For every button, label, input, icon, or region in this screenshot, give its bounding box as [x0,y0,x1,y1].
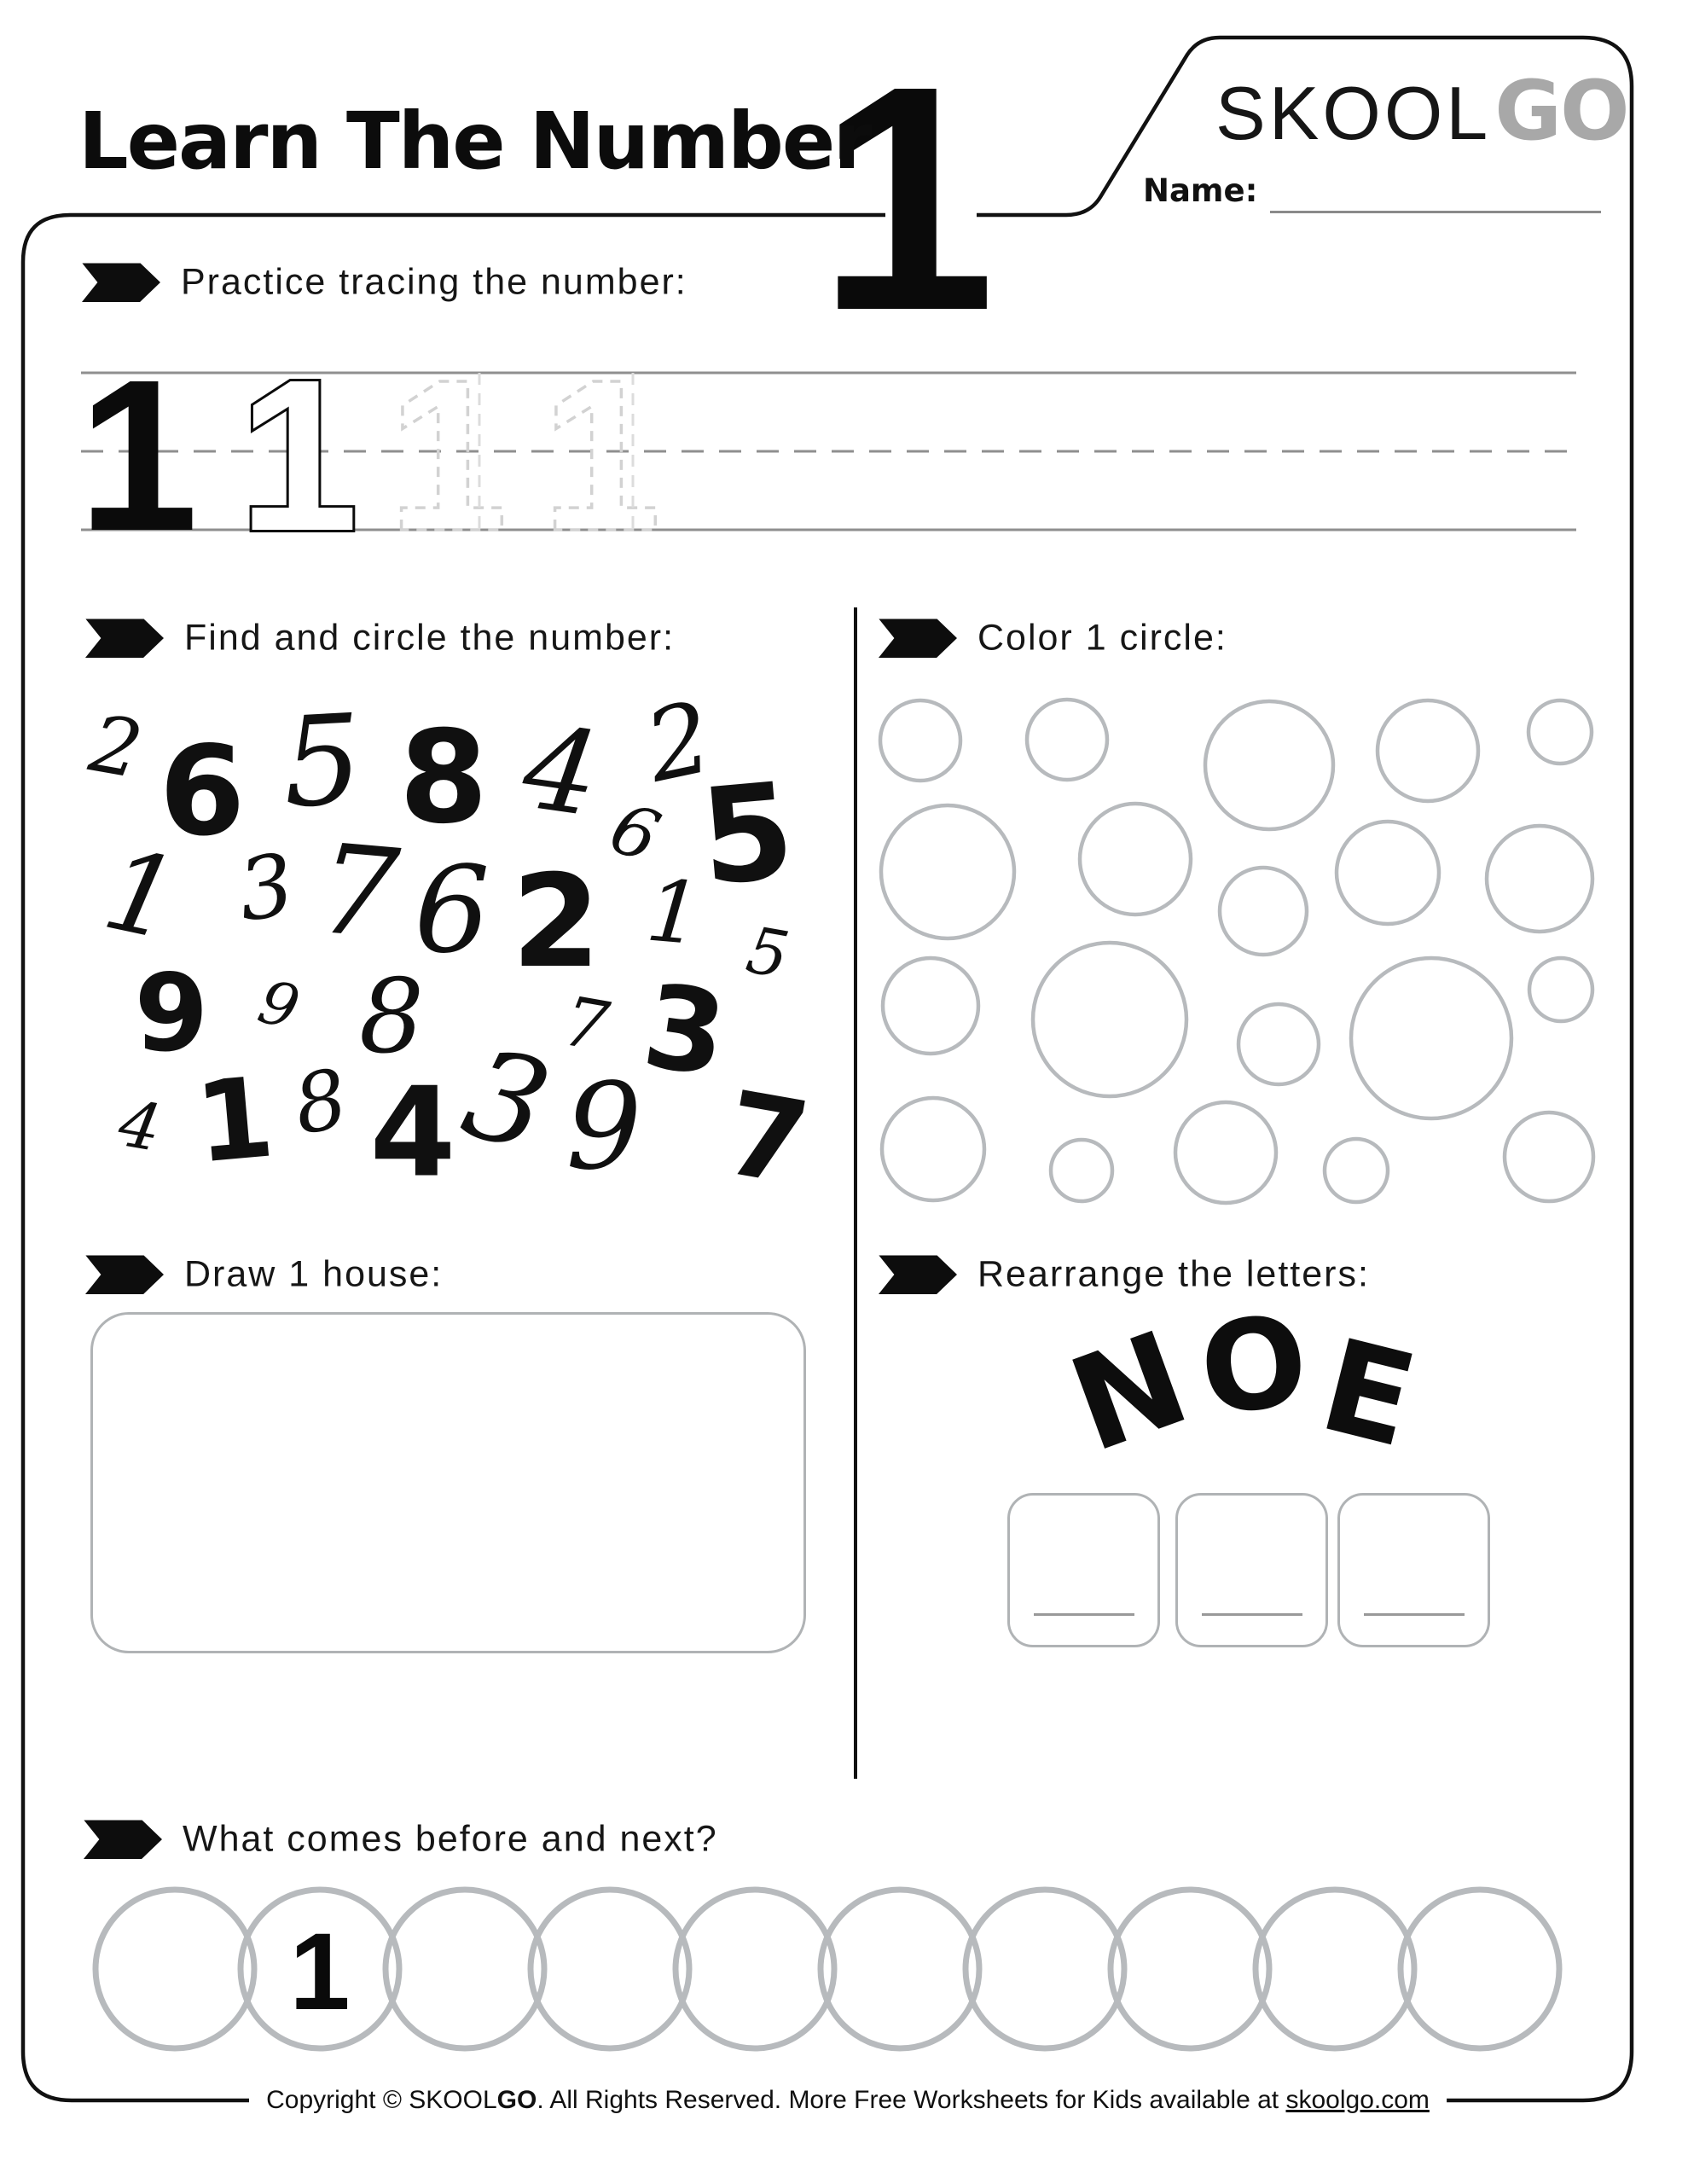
section-find [85,618,675,659]
sequence-circle [676,1890,834,2048]
footer-brand: SKOOL [409,2086,497,2114]
colorable-circle [1220,868,1307,955]
sequence-circle [966,1890,1124,2048]
letter-slot [1175,1493,1328,1647]
sequence-circle [821,1890,979,2048]
footer-brand-go: GO [496,2086,537,2114]
find-number-1: 1 [190,1052,279,1188]
find-label: Find and circle the number: [184,617,676,659]
rearrange-label: Rearrange the letters: [977,1253,1370,1295]
colorable-circle [880,700,960,781]
colorable-circle [1175,1102,1276,1203]
trace-glyph: 1 [78,334,199,576]
find-number-8: 8 [398,704,489,852]
find-number-7: 7 [312,816,404,968]
colorable-circle [1378,700,1478,801]
colorable-circle [1325,1139,1388,1202]
find-number-1: 1 [642,860,705,965]
letter-slot [1007,1493,1160,1647]
find-number-3: 3 [635,958,734,1103]
letter-slot-line [1364,1613,1465,1616]
sequence-circle [386,1890,544,2048]
find-number-5: 5 [279,688,366,836]
section-trace [82,262,687,304]
colorable-circle [1205,701,1333,829]
find-number-5: 5 [740,912,795,993]
colorable-circle [1080,804,1191,915]
draw-area-box [90,1312,806,1653]
find-number-2: 2 [511,848,601,996]
letter-slot-line [1034,1613,1134,1616]
rearrange-letter-E: E [1308,1311,1429,1477]
footer-copyright-text: Copyright © [266,2086,409,2114]
color-label: Color 1 circle: [977,617,1227,659]
find-number-9: 9 [134,951,209,1076]
sequence-circle [1111,1890,1269,2048]
trace-label: Practice tracing the number: [181,261,687,303]
colorable-circle [1487,826,1592,932]
arrow-tag-icon [879,619,957,658]
footer [249,2086,1447,2115]
trace-glyph: 1 [387,334,508,576]
colorable-circle [881,805,1014,938]
section-draw [85,1254,443,1296]
arrow-tag-icon [879,1255,957,1294]
footer-skoolgo-link[interactable]: skoolgo.com [1285,2086,1430,2114]
trace-glyph: 1 [238,334,359,576]
find-number-4: 4 [369,1060,456,1205]
rearrange-letter-N: N [1052,1302,1206,1482]
letter-slot-line [1202,1613,1302,1616]
frame-top-left [23,215,885,262]
colorable-circle [1027,700,1107,780]
colorable-circle [1337,822,1439,924]
sequence-circle [1256,1890,1414,2048]
arrow-tag-icon [85,1255,164,1294]
name-label: Name: [1143,172,1258,209]
find-number-2: 2 [83,697,149,797]
find-number-6: 6 [414,841,490,980]
find-number-7: 7 [557,981,615,1067]
arrow-tag-icon [82,263,160,302]
find-number-3: 3 [450,1020,564,1181]
logo-text-black: SKOOL [1215,71,1492,155]
section-color [879,618,1227,659]
letter-slot [1337,1493,1490,1647]
page-title: Learn The Number [78,96,871,187]
name-blank-line [1270,211,1601,213]
colorable-circle [882,1098,984,1200]
find-number-1: 1 [93,824,190,966]
trace-glyphs [78,334,662,576]
section-sequence [84,1819,718,1861]
header-big-number: 1 [817,20,996,377]
find-number-8: 8 [287,1052,355,1153]
arrow-tag-icon [85,619,164,658]
find-number-5: 5 [694,753,800,915]
rearrange-letter-O: O [1193,1287,1314,1444]
sequence-chain-group [96,1890,1559,2048]
sequence-value: 1 [289,1911,351,2033]
skoolgo-logo [1215,63,1628,159]
sequence-label: What comes before and next? [183,1818,718,1860]
colorable-circle [883,958,978,1054]
colorable-circles-group [880,700,1593,1203]
trace-glyph: 1 [541,334,662,576]
find-number-9: 9 [251,966,307,1044]
colorable-circle [1528,700,1592,764]
frame-right-namebox [977,38,1632,2100]
find-number-6: 6 [159,719,246,864]
find-number-7: 7 [716,1066,818,1212]
sequence-circle [96,1890,254,2048]
colorable-circle [1529,958,1592,1021]
colorable-circle [1033,943,1186,1096]
colorable-circle [1505,1112,1593,1201]
sequence-circle [1401,1890,1559,2048]
find-number-2: 2 [636,680,722,805]
find-number-4: 4 [515,700,607,843]
find-number-4: 4 [113,1085,167,1166]
arrow-tag-icon [84,1820,162,1859]
find-number-9: 9 [566,1058,642,1197]
footer-middle-text: . All Rights Reserved. More Free Worksheets for Kids available at [537,2086,1286,2114]
find-number-3: 3 [232,834,300,941]
colorable-circle [1051,1140,1112,1201]
find-number-8: 8 [358,958,425,1077]
draw-label: Draw 1 house: [184,1253,444,1295]
sequence-circle [531,1890,689,2048]
logo-text-gray: GO [1494,63,1628,159]
colorable-circle [1351,958,1511,1118]
colorable-circle [1238,1004,1319,1084]
find-number-6: 6 [600,787,670,880]
